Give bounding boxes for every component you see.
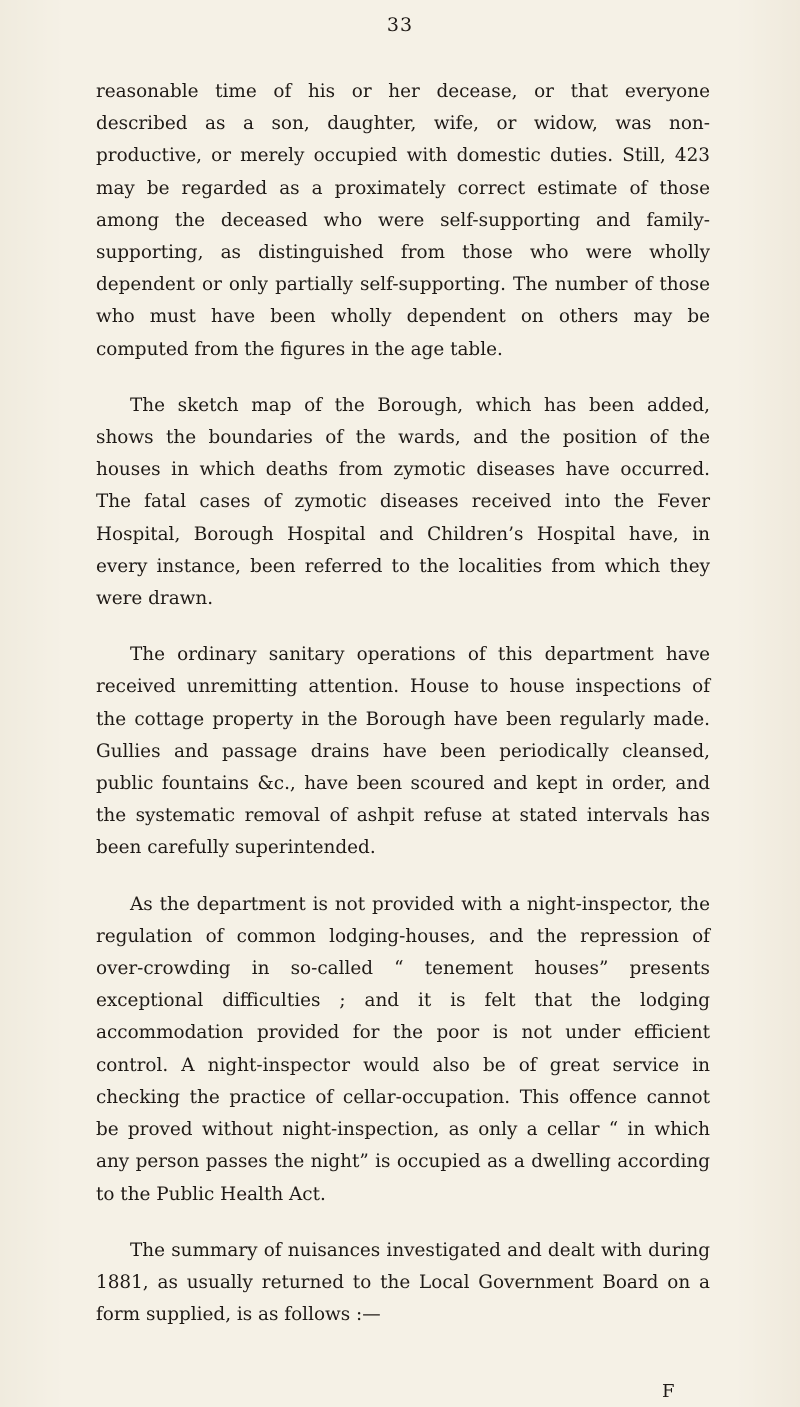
paragraph-4: As the department is not provided with a night-inspector, the regulation of common lodging-houses, and the repression of over-crowding in so-called “ tenement houses” presents exceptional difficulties ; and it is felt that the lodging accommodation provided for the poor is not under efficient control. A night-inspector would also be of great service in checking the practice of cellar-occupation. This offence cannot be proved without night-inspection, as only a cellar “ in which any person passes the night” is occupied as a dwelling according to the Public Health Act. [96, 893, 710, 1205]
paragraph-3: The ordinary sanitary operations of this department have received unremitting attention. House to house inspections of the cottage property in the Borough have been regularly made. Gullies and passage drains have been periodically cleansed, public fountains &c., have been scoured and kept in order, and the systematic removal of ashpit refuse at stated intervals has been carefully superintended. [96, 644, 710, 859]
body-text [96, 76, 710, 1331]
paragraph-1: reasonable time of his or her decease, or that everyone described as a son, daughter, wife, or widow, was non-productive, or merely occupied with domestic duties. Still, 423 may be regarded as a proximately correct estimate of those among the deceased who were self-supporting and family-supporting, as distinguished from those who were wholly dependent or only partially self-supporting. The number of those who must have been wholly dependent on others may be computed from the figures in the age table. [96, 81, 710, 360]
signature-mark: F [662, 1381, 676, 1402]
page-number: 33 [386, 14, 414, 36]
paragraph-5: The summary of nuisances investigated and dealt with during 1881, as usually returned to the Local Government Board on a form supplied, is as follows :— [96, 1239, 710, 1326]
paragraph-2: The sketch map of the Borough, which has been added, shows the boundaries of the wards, and the position of the houses in which deaths from zymotic diseases have occurred. The fatal cases of zymotic diseases received into the Fever Hospital, Borough Hospital and Children’s Hospital have, in every instance, been referred to the localities from which they were drawn. [96, 394, 710, 610]
